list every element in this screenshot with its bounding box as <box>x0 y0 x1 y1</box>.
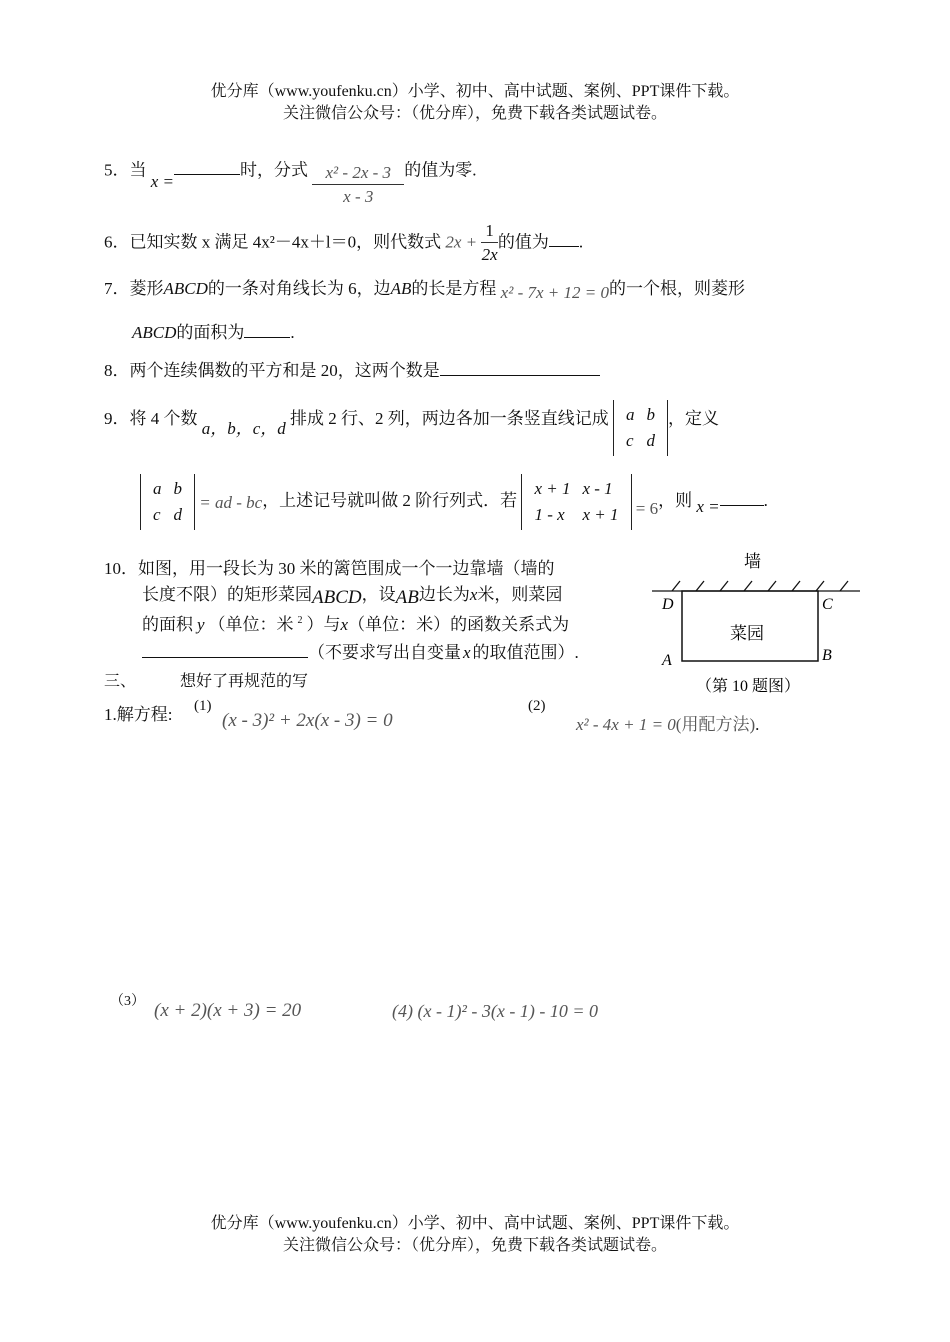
shape-name: ABCD <box>312 587 362 608</box>
question-text: 的取值范围）. <box>472 643 579 662</box>
question-text: ，设 <box>361 585 396 604</box>
shape-name: ABCD <box>163 279 208 298</box>
solve-intro: 1.解方程: <box>104 705 173 724</box>
question-number: 8． <box>104 361 130 380</box>
question-text: 两个连续偶数的平方和是 20，这两个数是 <box>129 361 440 380</box>
question-text: （不要求写出自变量 <box>308 643 461 662</box>
question-text: . <box>763 490 768 510</box>
part-2-dot: . <box>755 715 760 734</box>
question-number: 7． <box>104 279 130 298</box>
part-2-equation-group <box>576 710 759 735</box>
variable-x: x = <box>696 496 720 516</box>
question-10-line-4 <box>142 638 579 663</box>
question-text: 当 <box>129 160 147 180</box>
wall-hatching <box>652 581 860 591</box>
part-2-equation: x² - 4x + 1 = 0 <box>576 715 676 734</box>
question-text: ，上述记号就叫做 2 阶行列式．若 <box>262 490 518 510</box>
fraction-numerator: x² - 2x - 3 <box>312 162 404 185</box>
det-cell: a <box>626 405 635 424</box>
question-number: 5． <box>104 160 130 180</box>
expression: 2x + <box>445 232 478 252</box>
answer-blank[interactable] <box>244 321 290 338</box>
question-number: 10． <box>104 559 138 578</box>
variable-y: y <box>197 615 205 634</box>
question-text: 边长为 <box>418 585 470 604</box>
fraction <box>312 162 404 209</box>
determinant-notation <box>613 400 668 456</box>
answer-blank[interactable] <box>549 230 579 247</box>
question-text: 的面积 <box>142 615 193 634</box>
det-cell: d <box>646 431 656 450</box>
question-7 <box>104 274 745 302</box>
given-value: = 6 <box>635 498 659 518</box>
question-text: 如图，用一段长为 30 米的篱笆围成一个一边靠墙（墙的 <box>138 559 555 578</box>
question-text: 的面积为 <box>176 323 245 342</box>
vertex-label-a: A <box>662 652 672 669</box>
variable-x: x <box>469 585 478 604</box>
figure-caption: （第 10 题图） <box>696 678 801 695</box>
question-text: 的长是方程 <box>411 279 497 298</box>
question-text: ）与 <box>306 615 341 634</box>
variables: a，b，c，d <box>201 418 286 438</box>
garden-label: 菜园 <box>730 624 764 643</box>
variable-x: x = <box>150 172 175 192</box>
det-cell: b <box>646 405 656 424</box>
variable-x: x <box>463 643 471 662</box>
section-3-title: 想好了再规范的写 <box>180 671 309 690</box>
answer-blank[interactable] <box>142 641 308 658</box>
header-line-1: 优分库（www.youfenku.cn）小学、初中、高中试题、案例、PPT课件下载。 <box>210 83 740 100</box>
question-text: 的值为零. <box>404 160 477 180</box>
det-cell: x + 1 <box>534 479 571 498</box>
vertex-label-b: B <box>822 647 832 664</box>
question-text: 菱形 <box>129 279 164 298</box>
header-line-2: 关注微信公众号：（优分库），免费下载各类试题试卷。 <box>282 105 667 122</box>
part-1-equation: (x - 3)² + 2x(x - 3) = 0 <box>222 710 393 731</box>
question-10-line-2 <box>142 580 562 606</box>
question-10-line-1 <box>104 554 555 579</box>
question-6 <box>104 220 583 267</box>
question-number: 6． <box>104 232 130 252</box>
det-cell: d <box>173 505 182 524</box>
det-cell: 1 - x <box>534 505 565 524</box>
question-text: 时，分式 <box>240 160 309 180</box>
part-2-note: (用配方法) <box>675 715 756 734</box>
det-cell: a <box>153 479 162 498</box>
fraction <box>481 220 498 267</box>
question-text: （单位：米 <box>208 615 294 634</box>
question-10-line-3 <box>142 610 569 635</box>
vertex-label-c: C <box>822 596 833 613</box>
question-text: 的一条对角线长为 6，边 <box>207 279 391 298</box>
question-text: . <box>578 232 584 252</box>
part-4-equation: (4) (x - 1)² - 3(x - 1) - 10 = 0 <box>392 1001 598 1021</box>
part-2-label: (2) <box>528 698 546 714</box>
det-cell: c <box>153 505 161 524</box>
fraction-denominator: 2x <box>481 245 498 264</box>
question-number: 9． <box>104 408 130 428</box>
wall-label: 墙 <box>744 552 761 571</box>
shape-name: ABCD <box>132 323 177 342</box>
fraction-numerator: 1 <box>481 220 498 243</box>
part-1-label: (1) <box>194 698 212 714</box>
answer-blank[interactable] <box>720 489 764 506</box>
question-5 <box>104 148 477 206</box>
question-9 <box>104 392 719 448</box>
vertex-label-d: D <box>662 596 674 613</box>
part-3-equation: (x + 2)(x + 3) = 20 <box>154 1000 302 1021</box>
unit-superscript: 2 <box>297 615 303 627</box>
definition-equation: = ad - bc <box>199 492 263 512</box>
det-cell: c <box>626 431 634 450</box>
question-8 <box>104 356 600 381</box>
footer-line-2: 关注微信公众号：（优分库），免费下载各类试题试卷。 <box>282 1237 667 1254</box>
question-text: 长度不限）的矩形菜园 <box>142 585 312 604</box>
question-text: 的值为 <box>497 232 549 252</box>
fraction-denominator: x - 3 <box>343 187 374 206</box>
determinant-definition <box>140 474 195 530</box>
question-text: . <box>290 323 295 342</box>
answer-blank[interactable] <box>440 359 600 376</box>
question-text: 米，则菜园 <box>477 585 563 604</box>
segment-name: AB <box>395 587 419 608</box>
variable-x: x <box>340 615 349 634</box>
question-text: 将 4 个数 <box>129 408 198 428</box>
question-text: 排成 2 行、2 列，两边各加一条竖直线记成 <box>290 408 609 428</box>
det-cell: x - 1 <box>582 479 613 498</box>
question-text: ，则 <box>658 490 693 510</box>
question-text: （单位：米）的函数关系式为 <box>348 615 570 634</box>
question-9-line-2 <box>140 474 768 530</box>
det-cell: x + 1 <box>582 505 619 524</box>
determinant-given <box>521 474 631 530</box>
garden-figure <box>650 545 870 705</box>
part-3-label: （3） <box>110 994 145 1009</box>
segment-name: AB <box>390 279 412 298</box>
question-text: 的一个根，则菱形 <box>608 279 745 298</box>
question-text: ，定义 <box>668 408 720 428</box>
equation: x² - 7x + 12 = 0 <box>500 283 609 302</box>
det-cell: b <box>173 479 182 498</box>
footer-line-1: 优分库（www.youfenku.cn）小学、初中、高中试题、案例、PPT课件下载。 <box>210 1215 740 1232</box>
section-3-number: 三、 <box>104 671 137 690</box>
question-text: 已知实数 x 满足 4x²－4x＋l＝0，则代数式 <box>129 232 442 252</box>
answer-blank[interactable] <box>174 158 240 175</box>
question-7-line-2 <box>132 318 295 343</box>
